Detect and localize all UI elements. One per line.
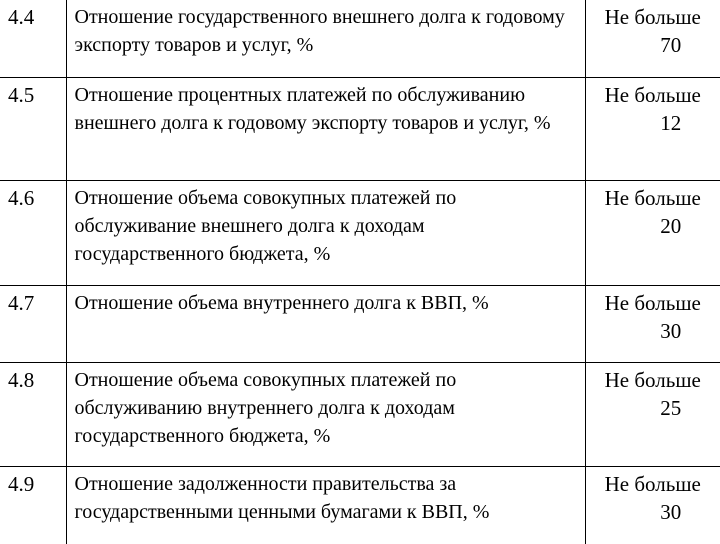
indicator-description: Отношение объема совокупных платежей по обслуживанию внутреннего долга к доходам государственного бюджета, %	[66, 362, 585, 466]
table-row	[0, 180, 720, 285]
limit-value: 30	[660, 318, 682, 343]
limit-label: Не больше	[604, 290, 701, 315]
indicator-number: 4.9	[0, 466, 66, 544]
indicator-description: Отношение задолженности правительства за государственными ценными бумагами к ВВП, %	[66, 466, 585, 544]
indicator-description: Отношение процентных платежей по обслуживанию внешнего долга к годовому экспорту товаров и услуг, %	[66, 77, 585, 180]
table-row	[0, 362, 720, 466]
table-row	[0, 0, 720, 77]
limit-label: Не больше	[604, 82, 701, 107]
limit-label: Не больше	[604, 185, 701, 210]
indicator-limit	[585, 0, 720, 77]
table-row	[0, 285, 720, 362]
limit-value: 30	[660, 499, 682, 524]
table-row	[0, 466, 720, 544]
limit-label: Не больше	[604, 367, 701, 392]
limit-value: 70	[660, 33, 682, 57]
indicator-number: 4.8	[0, 362, 66, 466]
indicator-limit	[585, 466, 720, 544]
indicator-number: 4.6	[0, 180, 66, 285]
limit-value: 20	[660, 213, 682, 238]
indicator-description: Отношение объема внутреннего долга к ВВП, %	[66, 285, 585, 362]
indicator-number: 4.4	[0, 0, 66, 77]
indicator-description: Отношение объема совокупных платежей по обслуживание внешнего долга к доходам государственного бюджета, %	[66, 180, 585, 285]
indicator-limit	[585, 362, 720, 466]
indicator-limit	[585, 285, 720, 362]
limit-label: Не больше	[604, 471, 701, 496]
indicator-number: 4.5	[0, 77, 66, 180]
limit-label: Не больше	[604, 5, 701, 29]
table-row	[0, 77, 720, 180]
indicator-limit	[585, 77, 720, 180]
limit-value: 12	[660, 110, 682, 135]
indicator-limit	[585, 180, 720, 285]
indicator-description: Отношение государственного внешнего долга к годовому экспорту товаров и услуг, %	[66, 0, 585, 77]
indicator-number: 4.7	[0, 285, 66, 362]
limit-value: 25	[660, 395, 682, 420]
